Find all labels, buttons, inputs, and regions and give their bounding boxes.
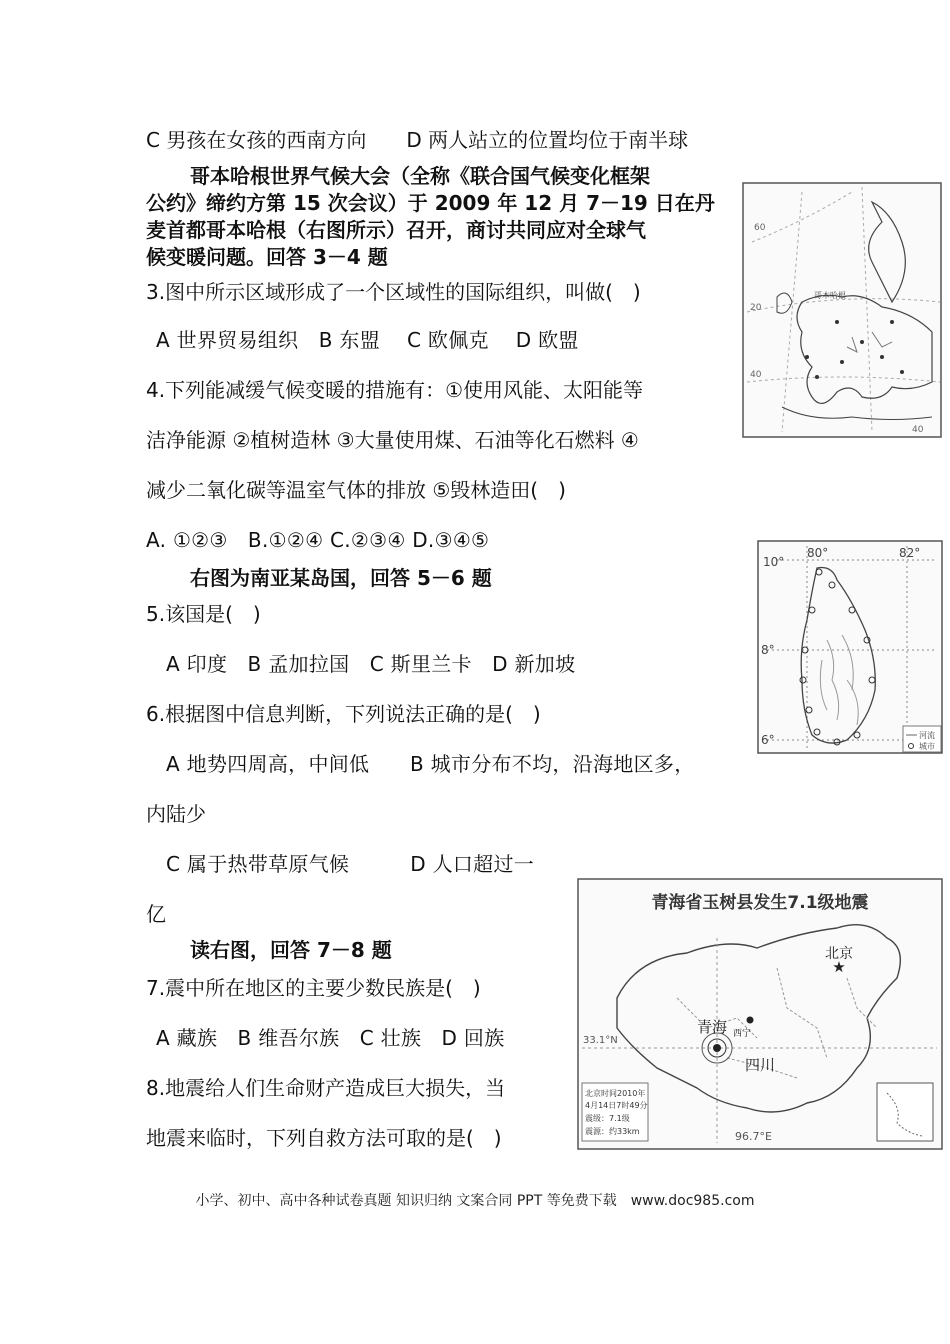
qinghai-label: 青海 [697,1018,728,1036]
passage-line: 麦首都哥本哈根（右图所示）召开，商讨共同应对全球气 [146,218,646,242]
china-quake-map [577,878,943,1150]
svg-text:★: ★ [832,958,846,976]
europe-lon-40: 40 [912,425,924,435]
options-5: A 印度 B 孟加拉国 C 斯里兰卡 D 新加坡 [166,652,576,676]
options-6-line: 亿 [146,902,166,926]
legend-river: 河流 [919,731,935,740]
passage-line: 右图为南亚某岛国，回答 5－6 题 [190,566,492,590]
china-map-title: 青海省玉树县发生7.1级地震 [651,893,869,913]
question-6: 6.根据图中信息判断，下列说法正确的是( ) [146,702,541,726]
page-footer: 小学、初中、高中各种试卷真题 知识归纳 文案合同 PPT 等免费下载 www.doc985.com [195,1193,755,1209]
passage-line: 公约》缔约方第 15 次会议）于 2009 年 12 月 7－19 日在丹 [146,191,715,215]
question-7: 7.震中所在地区的主要少数民族是( ) [146,976,481,1000]
srilanka-lon-82: 82° [899,546,921,560]
europe-lat-40: 40 [750,370,762,380]
europe-lat-60: 60 [754,223,766,233]
srilanka-map [757,540,943,754]
options-4: A. ①②③ B.①②④ C.②③④ D.③④⑤ [146,528,490,552]
europe-lon-20: 20 [750,303,762,313]
beijing-label: 北京 [825,946,853,962]
option-line: C 男孩在女孩的西南方向 D 两人站立的位置均位于南半球 [146,128,689,152]
passage-line: 哥本哈根世界气候大会（全称《联合国气候变化框架 [190,164,650,188]
options-3: A 世界贸易组织 B 东盟 C 欧佩克 D 欧盟 [156,328,579,352]
lon-label: 96.7°E [735,1130,772,1143]
options-7: A 藏族 B 维吾尔族 C 壮族 D 回族 [156,1026,505,1050]
quake-info-date: 4月14日7时49分 [585,1101,648,1110]
question-4-line: 洁净能源 ②植树造林 ③大量使用煤、石油等化石燃料 ④ [146,428,639,452]
passage-line: 读右图，回答 7－8 题 [190,938,392,962]
options-6-line: 内陆少 [146,802,206,826]
quake-info-depth: 震源：约33km [585,1127,640,1136]
quake-info-magnitude: 震级：7.1级 [585,1114,630,1123]
europe-map [742,182,942,438]
question-3: 3.图中所示区域形成了一个区域性的国际组织，叫做( ) [146,280,641,304]
copenhagen-label: 哥本哈根 [814,291,846,300]
question-5: 5.该国是( ) [146,602,261,626]
options-6-line: C 属于热带草原气候 D 人口超过一 [166,852,535,876]
legend-city: 城市 [919,742,935,751]
question-8-line: 地震来临时，下列自救方法可取的是( ) [146,1126,502,1150]
srilanka-lon-80: 80° [807,546,829,560]
question-8: 8.地震给人们生命财产造成巨大损失，当 [146,1076,506,1100]
sichuan-label: 四川 [745,1056,776,1074]
srilanka-lat-8: 8° [761,643,775,657]
quake-info-time: 北京时间2010年 [585,1089,646,1098]
question-4: 4.下列能减缓气候变暖的措施有：①使用风能、太阳能等 [146,378,644,402]
options-6: A 地势四周高，中间低 B 城市分布不均，沿海地区多， [166,752,695,776]
srilanka-lat-6: 6° [761,733,775,747]
passage-line: 候变暖问题。回答 3－4 题 [146,245,388,269]
question-4-line: 减少二氧化碳等温室气体的排放 ⑤毁林造田( ) [146,478,566,502]
srilanka-lat-10: 10° [763,555,785,569]
lat-label: 33.1°N [583,1035,618,1046]
xining-label: 西宁 [733,1029,752,1039]
